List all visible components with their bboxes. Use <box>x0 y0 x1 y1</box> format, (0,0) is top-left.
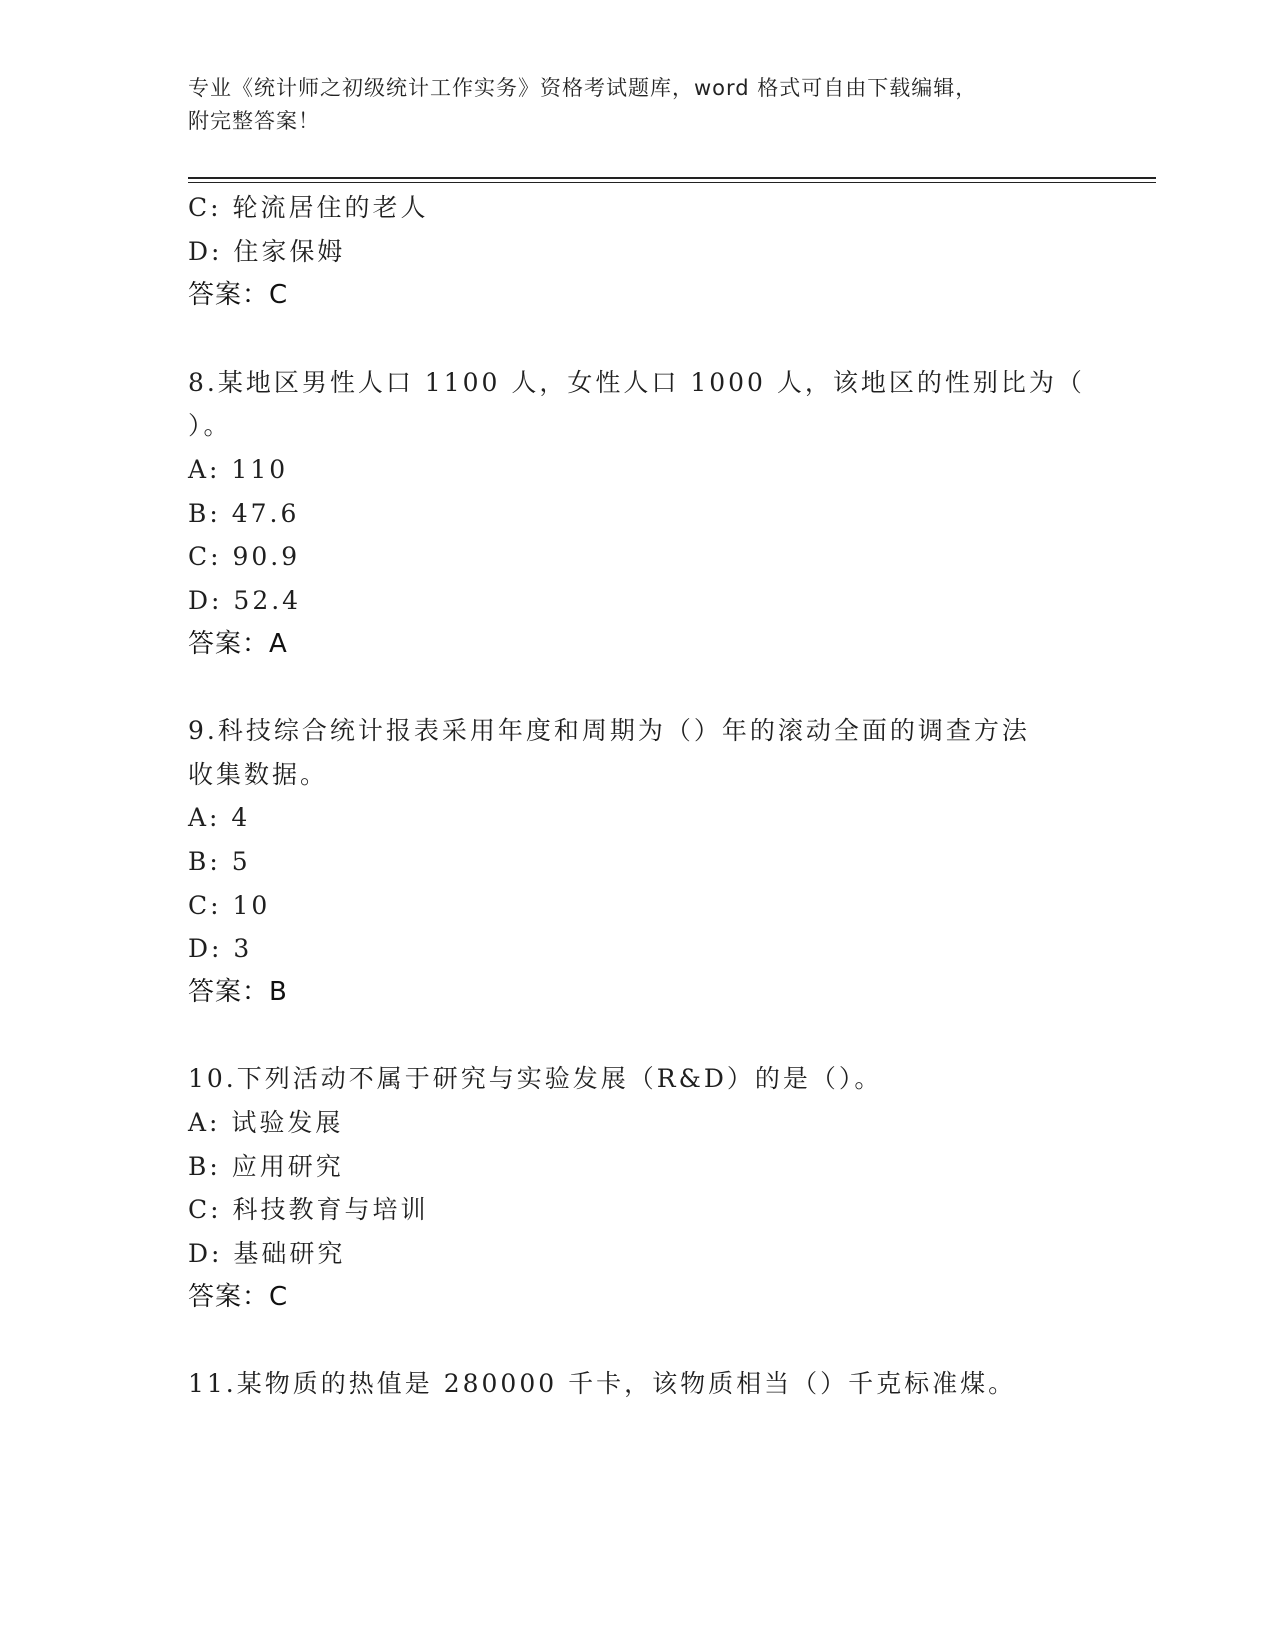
q10-option-c: C: 科技教育与培训 <box>188 1195 429 1224</box>
q7-option-c: C: 轮流居住的老人 <box>188 193 429 222</box>
q9-option-d: D: 3 <box>188 934 253 963</box>
q8-option-a: A: 110 <box>188 455 289 484</box>
q10-option-b: B: 应用研究 <box>188 1152 344 1181</box>
q9-option-a: A: 4 <box>188 803 251 832</box>
q8-stem-line-1: 8.某地区男性人口 1100 人，女性人口 1000 人，该地区的性别比为（ <box>188 368 1085 397</box>
q8-option-c: C: 90.9 <box>188 542 301 571</box>
q8-stem-line-2: ）。 <box>188 411 232 440</box>
document-header <box>188 72 1088 138</box>
q8-option-d: D: 52.4 <box>188 586 302 615</box>
q9-option-b: B: 5 <box>188 847 251 876</box>
q8-answer: 答案：A <box>188 629 288 659</box>
q10-option-d: D: 基础研究 <box>188 1239 346 1268</box>
header-divider <box>188 177 1156 184</box>
header-line-1: 专业《统计师之初级统计工作实务》资格考试题库，word 格式可自由下载编辑， <box>188 76 978 100</box>
q9-stem-line-2: 收集数据。 <box>188 760 329 789</box>
q9-answer: 答案：B <box>188 977 288 1007</box>
q10-answer: 答案：C <box>188 1282 289 1312</box>
q7-option-d: D: 住家保姆 <box>188 237 346 266</box>
q10-option-a: A: 试验发展 <box>188 1108 344 1137</box>
header-line-2: 附完整答案！ <box>188 109 320 133</box>
q9-option-c: C: 10 <box>188 891 271 920</box>
q7-answer: 答案：C <box>188 280 289 310</box>
q9-stem-line-1: 9.科技综合统计报表采用年度和周期为（）年的滚动全面的调查方法 <box>188 716 1030 745</box>
q10-stem-line-1: 10.下列活动不属于研究与实验发展（R&D）的是（）。 <box>188 1064 883 1093</box>
q8-option-b: B: 47.6 <box>188 499 300 528</box>
q11-stem-line-1: 11.某物质的热值是 280000 千卡，该物质相当（）千克标准煤。 <box>188 1369 1017 1398</box>
